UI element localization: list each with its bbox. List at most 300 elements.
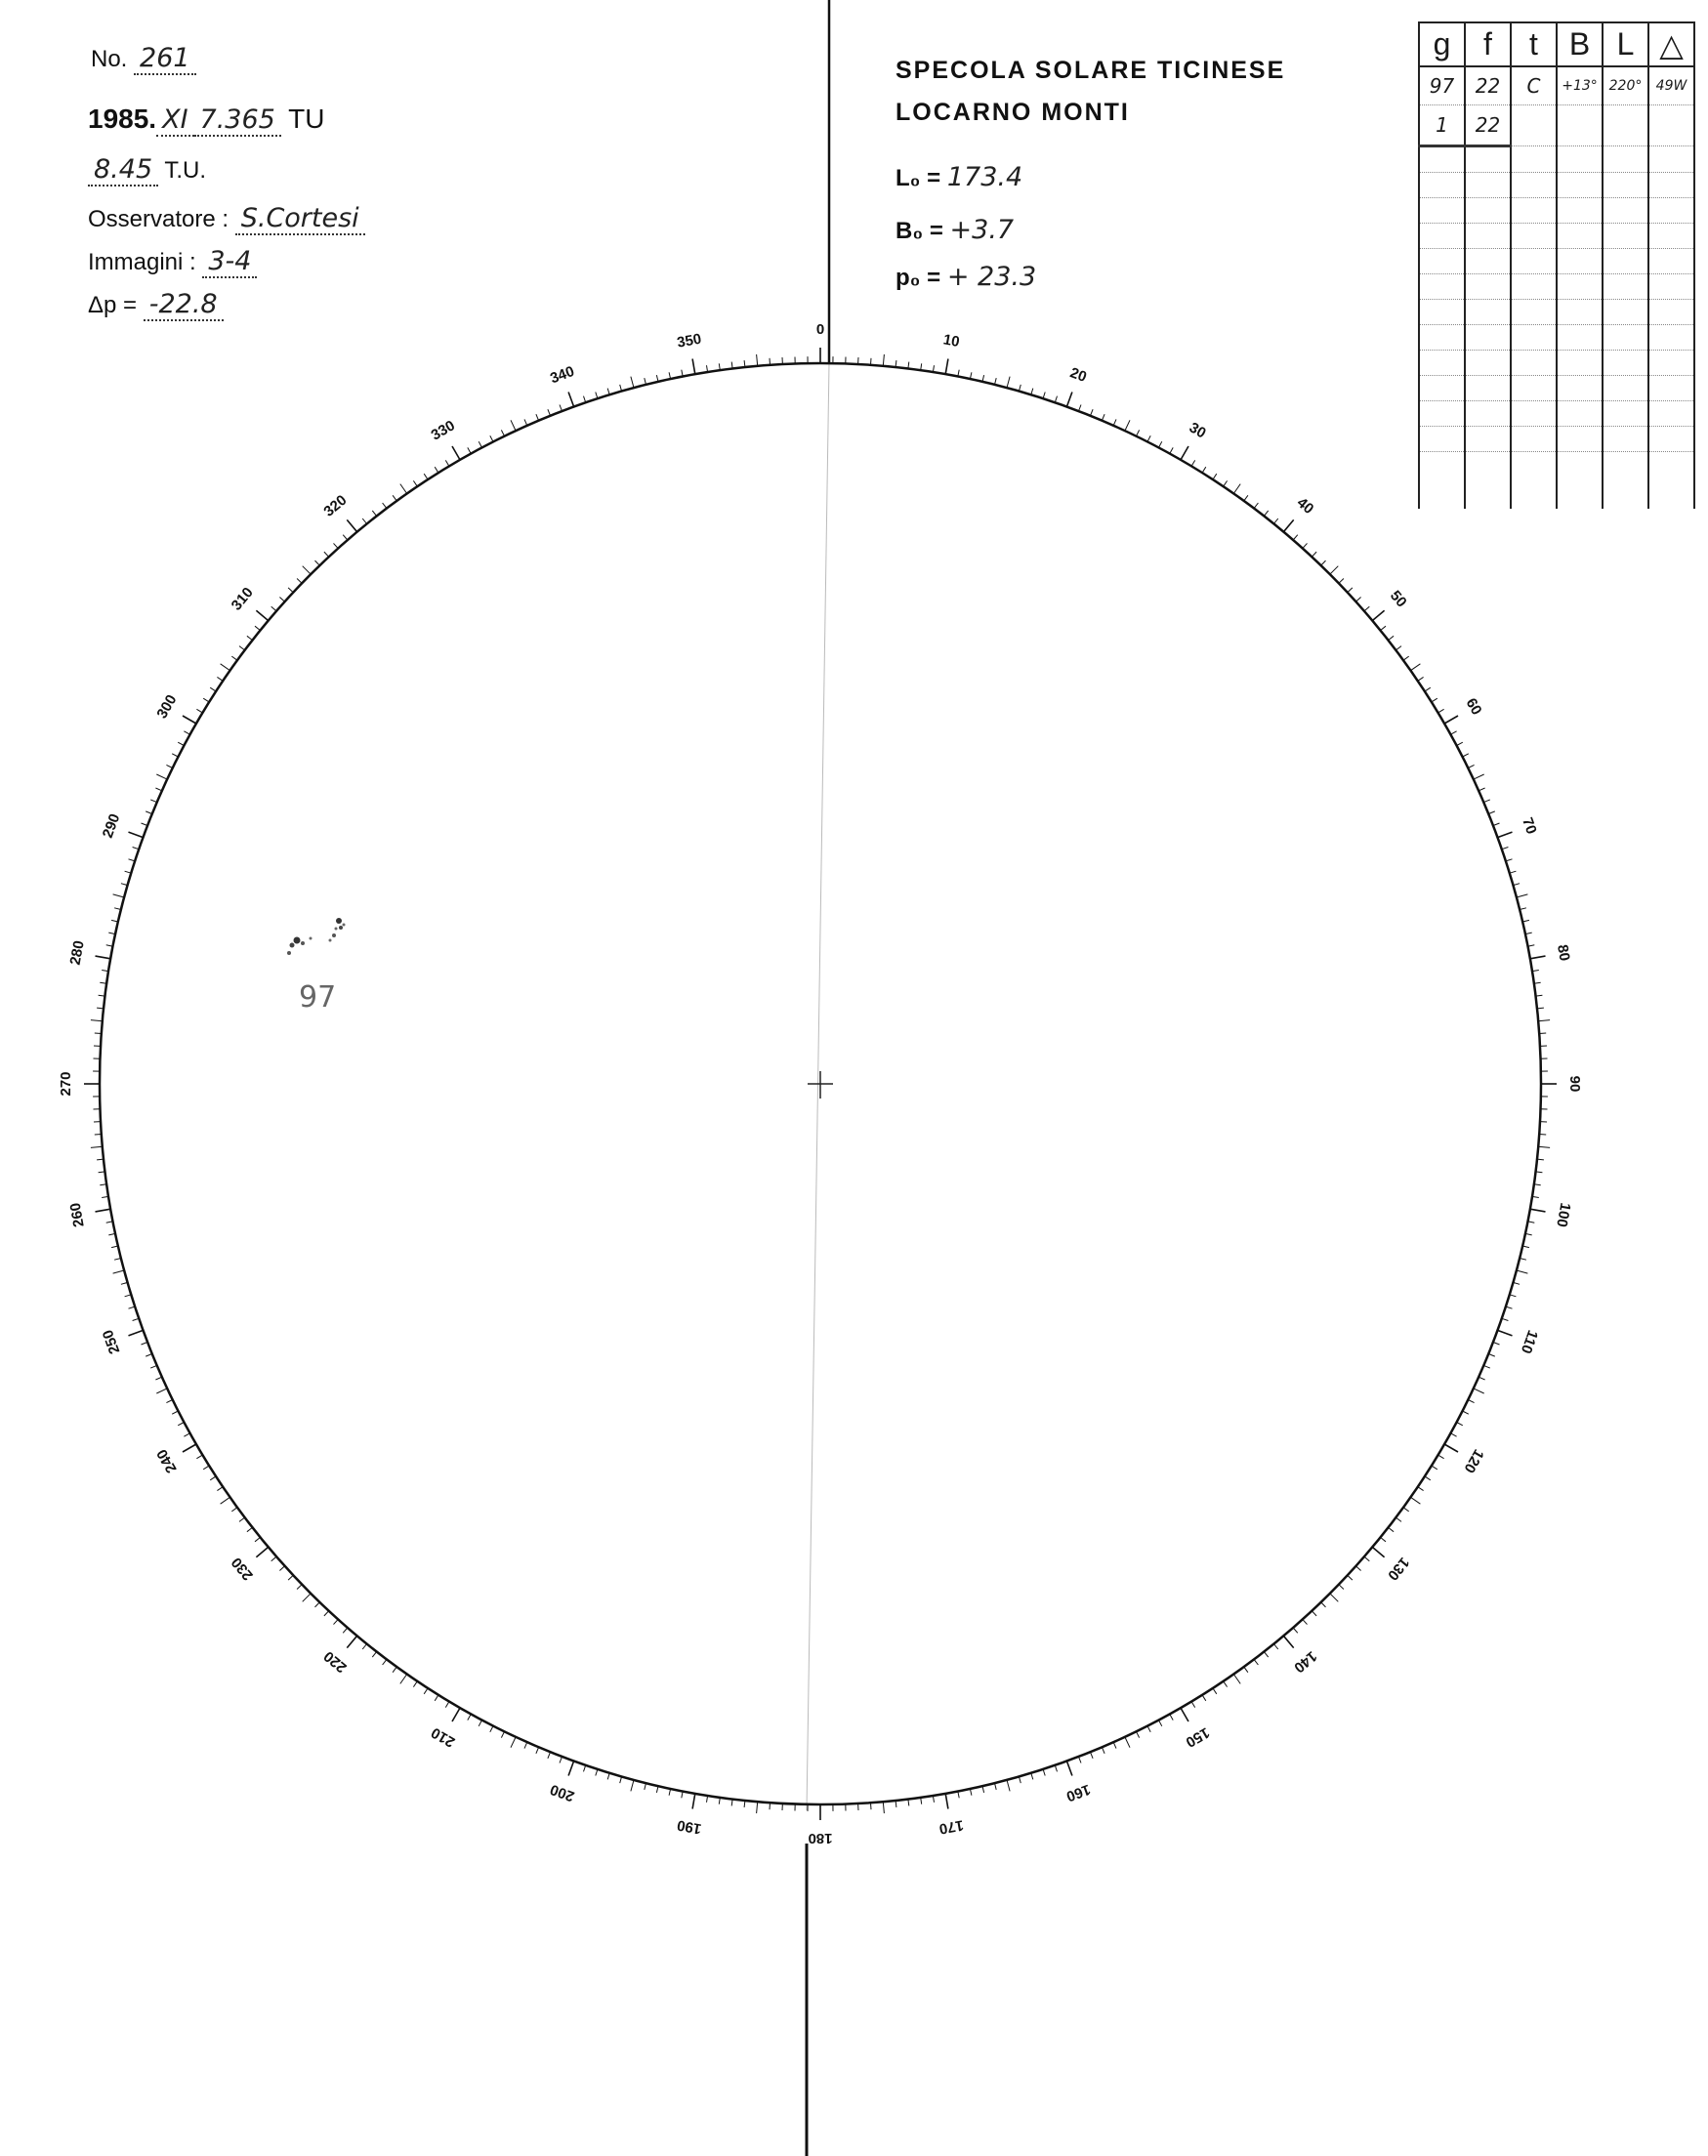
degree-tick <box>142 1343 148 1346</box>
degree-tick <box>1432 698 1437 702</box>
degree-tick <box>536 1747 539 1754</box>
degree-tick <box>183 716 196 724</box>
degree-tick <box>166 765 172 767</box>
degree-tick <box>1372 610 1384 620</box>
b0-label: B₀ = <box>896 218 943 244</box>
degree-tick <box>479 1721 481 1726</box>
degree-label: 210 <box>428 1723 458 1751</box>
degree-tick <box>536 414 539 421</box>
degree-tick <box>217 677 223 681</box>
degree-label: 30 <box>1186 419 1209 442</box>
images-value: 3-4 <box>202 246 257 278</box>
degree-tick <box>1043 1769 1045 1776</box>
degree-tick <box>91 1020 103 1021</box>
degree-tick <box>1432 1466 1437 1470</box>
degree-tick <box>256 1547 268 1556</box>
degree-label: 150 <box>1183 1723 1213 1751</box>
degree-tick <box>210 1476 216 1480</box>
degree-label: 330 <box>428 417 458 444</box>
degree-tick <box>1474 1389 1484 1393</box>
degree-label: 90 <box>1566 1075 1584 1093</box>
degree-tick <box>1079 1757 1082 1763</box>
degree-tick <box>1202 467 1206 473</box>
degree-tick <box>166 1400 172 1403</box>
degree-tick <box>548 1752 551 1759</box>
degree-tick <box>1444 1444 1458 1452</box>
degree-tick <box>692 1794 695 1809</box>
degree-tick <box>1502 1318 1509 1320</box>
degree-label: 340 <box>548 362 577 388</box>
degree-tick <box>413 1681 417 1687</box>
degree-tick <box>445 460 449 466</box>
degree-tick <box>1425 1476 1431 1480</box>
date-day: 7.365 <box>194 104 281 137</box>
degree-tick <box>1372 1547 1384 1556</box>
p0-label: p₀ = <box>896 265 941 291</box>
degree-tick <box>524 1742 527 1748</box>
degree-tick <box>1125 420 1130 431</box>
degree-tick <box>95 1135 102 1136</box>
degree-tick <box>172 754 178 757</box>
l0-label: L₀ = <box>896 165 941 191</box>
degree-tick <box>1364 606 1369 611</box>
col-header-b: B <box>1557 22 1603 66</box>
degree-tick <box>271 1556 276 1561</box>
degree-label: 80 <box>1554 943 1573 963</box>
spot-group-label: 97 <box>299 980 337 1015</box>
degree-tick <box>631 1780 634 1792</box>
degree-label: 40 <box>1293 494 1317 518</box>
degree-tick <box>945 359 948 375</box>
degree-tick <box>435 1695 438 1701</box>
degree-tick <box>452 446 460 460</box>
degree-tick <box>631 377 634 389</box>
degree-tick <box>303 1594 312 1602</box>
degree-tick <box>1043 393 1045 399</box>
degree-tick <box>247 1527 253 1531</box>
table-cell: 220° <box>1603 66 1648 105</box>
degree-tick <box>129 859 136 861</box>
time-value: 8.45 <box>88 154 158 187</box>
degree-tick <box>1389 1527 1395 1531</box>
degree-label: 220 <box>320 1647 351 1677</box>
degree-tick <box>1137 430 1140 435</box>
l0-value: 173.4 <box>946 162 1023 192</box>
sheet-number-label: No. <box>91 46 128 72</box>
degree-tick <box>133 848 140 850</box>
degree-tick <box>584 396 586 403</box>
b0-value: +3.7 <box>949 215 1015 245</box>
degree-tick <box>1438 709 1444 713</box>
degree-tick <box>1488 811 1495 814</box>
degree-tick <box>1213 1688 1217 1694</box>
degree-tick <box>129 1330 144 1336</box>
degree-tick <box>511 1737 516 1748</box>
degree-tick <box>96 1209 111 1212</box>
degree-tick <box>256 610 268 620</box>
degree-tick <box>334 1619 339 1624</box>
degree-tick <box>91 1146 103 1147</box>
date-suffix: TU <box>288 104 325 134</box>
degree-tick <box>1348 1575 1353 1580</box>
degree-tick <box>1463 754 1469 757</box>
degree-tick <box>1312 552 1316 557</box>
degree-tick <box>1479 788 1484 791</box>
observatory-name: SPECOLA SOLARE TICINESE <box>896 57 1286 84</box>
degree-tick <box>1244 1667 1248 1673</box>
degree-tick <box>479 441 481 447</box>
degree-tick <box>217 1487 223 1491</box>
degree-tick <box>1007 1780 1010 1792</box>
degree-tick <box>150 1365 157 1368</box>
degree-tick <box>490 435 493 441</box>
degree-tick <box>1488 1354 1495 1357</box>
degree-tick <box>1244 495 1248 501</box>
center-cross <box>808 1071 833 1099</box>
degree-tick <box>1538 1020 1550 1021</box>
degree-tick <box>1191 1702 1195 1708</box>
degree-tick <box>1147 1726 1150 1732</box>
degree-tick <box>445 1702 449 1708</box>
degree-tick <box>303 566 312 575</box>
degree-tick <box>511 420 516 431</box>
degree-tick <box>1091 1752 1094 1759</box>
degree-tick <box>770 1803 771 1809</box>
degree-tick <box>1510 871 1517 873</box>
degree-tick <box>1451 731 1457 734</box>
degree-tick <box>393 1667 396 1673</box>
degree-tick <box>1224 1681 1228 1687</box>
degree-tick <box>468 1715 471 1721</box>
degree-tick <box>183 1444 196 1452</box>
degree-label: 120 <box>1460 1446 1487 1476</box>
degree-tick <box>501 430 504 435</box>
p0-value: + 23.3 <box>946 262 1037 292</box>
degree-tick <box>383 503 387 509</box>
degree-tick <box>239 1517 245 1521</box>
degree-tick <box>239 646 245 650</box>
degree-tick <box>231 656 237 660</box>
degree-tick <box>1403 1508 1409 1512</box>
degree-tick <box>288 588 293 593</box>
degree-tick <box>184 731 189 734</box>
degree-tick <box>1113 419 1116 425</box>
degree-tick <box>1517 894 1528 897</box>
degree-tick <box>568 393 574 407</box>
sunspot-group-97 <box>287 918 346 955</box>
degree-tick <box>1468 1400 1474 1403</box>
table-cell: 22 <box>1465 66 1511 105</box>
degree-tick <box>196 1455 202 1459</box>
degree-tick <box>1273 518 1277 524</box>
degree-tick <box>221 664 230 671</box>
degree-label: 110 <box>1517 1327 1542 1356</box>
degree-label: 240 <box>153 1446 181 1476</box>
degree-label: 160 <box>1063 1780 1093 1805</box>
degree-tick <box>1457 1423 1463 1426</box>
degree-tick <box>142 823 148 826</box>
degree-tick <box>1293 1628 1298 1633</box>
degree-tick <box>871 358 872 365</box>
degree-tick <box>129 1306 136 1308</box>
degree-tick <box>255 626 261 630</box>
degree-tick <box>1079 405 1082 412</box>
degree-tick <box>1339 579 1344 584</box>
degree-tick <box>1339 1585 1344 1590</box>
degree-tick <box>247 636 253 640</box>
degree-tick <box>1233 484 1240 494</box>
degree-tick <box>155 788 161 791</box>
degree-label: 180 <box>808 1830 833 1847</box>
degree-tick <box>524 419 527 425</box>
degree-tick <box>1031 389 1033 395</box>
degree-tick <box>1506 859 1513 861</box>
degree-tick <box>1007 377 1010 389</box>
degree-tick <box>607 389 609 395</box>
degree-tick <box>172 1411 178 1414</box>
degree-tick <box>1137 1731 1140 1737</box>
degree-tick <box>1170 447 1173 453</box>
degree-tick <box>156 1389 167 1393</box>
degree-tick <box>1125 1737 1130 1748</box>
degree-tick <box>1273 1644 1277 1650</box>
degree-tick <box>1348 588 1353 593</box>
degree-tick <box>279 1566 284 1571</box>
sheet-number-value: 261 <box>134 43 196 75</box>
degree-tick <box>1159 441 1162 447</box>
degree-label: 300 <box>153 691 181 722</box>
degree-tick <box>184 1433 189 1436</box>
degree-tick <box>1330 566 1339 575</box>
degree-tick <box>178 742 184 745</box>
degree-tick <box>1055 396 1057 403</box>
degree-tick <box>435 467 438 473</box>
degree-tick <box>1254 1659 1258 1665</box>
degree-tick <box>1091 409 1094 416</box>
degree-tick <box>203 1466 209 1470</box>
degree-tick <box>560 1757 562 1763</box>
table-cell: 49W <box>1648 66 1694 105</box>
degree-tick <box>1457 742 1463 745</box>
degree-tick <box>1303 1619 1308 1624</box>
degree-tick <box>568 1762 574 1776</box>
degree-label: 260 <box>66 1201 88 1228</box>
degree-tick <box>96 956 111 959</box>
degree-tick <box>125 871 132 873</box>
degree-tick <box>883 354 884 366</box>
degree-tick <box>1233 1675 1240 1684</box>
degree-label: 70 <box>1519 815 1540 837</box>
images-label: Immagini : <box>88 249 196 275</box>
degree-tick <box>692 359 695 375</box>
degree-tick <box>210 687 216 691</box>
degree-tick <box>221 1497 230 1504</box>
degree-tick <box>1102 414 1104 421</box>
degree-tick <box>1539 1135 1546 1136</box>
degree-tick <box>155 1377 161 1380</box>
degree-tick <box>1055 1765 1057 1772</box>
col-header-l: L <box>1603 22 1648 66</box>
degree-tick <box>424 474 428 479</box>
degree-tick <box>1538 1146 1550 1147</box>
degree-label: 270 <box>57 1071 74 1097</box>
degree-tick <box>1191 460 1195 466</box>
degree-tick <box>1502 848 1509 850</box>
degree-tick <box>324 552 329 557</box>
table-cell: 22 <box>1465 105 1511 146</box>
degree-tick <box>343 1628 348 1633</box>
degree-label: 10 <box>941 331 961 351</box>
degree-tick <box>150 800 157 803</box>
degree-tick <box>1330 1594 1339 1602</box>
degree-tick <box>1396 646 1401 650</box>
degree-tick <box>1293 535 1298 540</box>
degree-tick <box>1066 393 1072 407</box>
delta-p-value: -22.8 <box>144 289 224 321</box>
degree-tick <box>400 1675 407 1684</box>
degree-tick <box>1418 1487 1424 1491</box>
degree-tick <box>424 1688 428 1694</box>
degree-tick <box>1381 1537 1387 1541</box>
col-header-g: g <box>1419 22 1465 66</box>
degree-tick <box>129 832 144 838</box>
degree-tick <box>1355 1566 1360 1571</box>
degree-tick <box>343 535 348 540</box>
degree-tick <box>1170 1715 1173 1721</box>
degree-tick <box>1364 1556 1369 1561</box>
degree-tick <box>1031 1773 1033 1780</box>
degree-tick <box>146 1354 152 1357</box>
degree-tick <box>1159 1721 1162 1726</box>
degree-tick <box>490 1726 493 1732</box>
degree-tick <box>1483 800 1490 803</box>
degree-tick <box>1510 1295 1517 1297</box>
degree-tick <box>133 1318 140 1320</box>
table-cell: +13° <box>1557 66 1603 105</box>
degree-tick <box>255 1537 261 1541</box>
degree-tick <box>1451 1433 1457 1436</box>
degree-label: 50 <box>1386 587 1410 611</box>
degree-tick <box>1438 1455 1444 1459</box>
observatory-location: LOCARNO MONTI <box>896 99 1130 126</box>
degree-tick <box>1355 598 1360 602</box>
degree-tick <box>607 1773 609 1780</box>
degree-label: 310 <box>228 584 257 614</box>
degree-tick <box>1102 1747 1104 1754</box>
degree-label: 230 <box>228 1554 257 1584</box>
degree-tick <box>1381 626 1387 630</box>
degree-tick <box>1113 1742 1116 1748</box>
degree-label: 290 <box>99 811 124 841</box>
degree-tick <box>501 1731 504 1737</box>
degree-tick <box>1418 677 1424 681</box>
degree-tick <box>1283 1636 1293 1647</box>
degree-tick <box>1493 823 1500 826</box>
degree-tick <box>156 774 167 779</box>
degree-label: 190 <box>676 1816 703 1838</box>
degree-tick <box>1283 519 1293 531</box>
degree-tick <box>871 1803 872 1809</box>
degree-tick <box>1474 774 1484 779</box>
central-meridian-line <box>807 363 829 1810</box>
degree-tick <box>1303 543 1308 548</box>
degree-tick <box>1264 1652 1268 1658</box>
degree-tick <box>1493 1343 1500 1346</box>
degree-tick <box>1425 687 1431 691</box>
degree-tick <box>347 1636 356 1647</box>
degree-tick <box>334 543 339 548</box>
degree-label: 60 <box>1462 695 1485 719</box>
degree-tick <box>146 811 152 814</box>
degree-tick <box>1389 636 1395 640</box>
degree-tick <box>1181 1708 1188 1721</box>
date-prefix: 1985. <box>88 104 157 134</box>
degree-tick <box>548 409 551 416</box>
degree-tick <box>95 1033 102 1034</box>
degree-tick <box>1483 1365 1490 1368</box>
degree-tick <box>1498 1330 1513 1336</box>
degree-tick <box>1506 1306 1513 1308</box>
degree-label: 280 <box>66 939 88 967</box>
degree-label: 320 <box>320 491 351 520</box>
degree-tick <box>1444 716 1458 724</box>
degree-tick <box>468 447 471 453</box>
delta-p-label: Δp = <box>88 292 138 318</box>
degree-tick <box>883 1802 884 1813</box>
degree-label: 200 <box>548 1780 577 1805</box>
degree-tick <box>383 1659 387 1665</box>
degree-tick <box>231 1508 237 1512</box>
col-header-t: t <box>1511 22 1557 66</box>
degree-tick <box>1468 765 1474 767</box>
degree-tick <box>596 393 598 399</box>
col-header-delta: △ <box>1648 22 1694 66</box>
degree-tick <box>1264 511 1268 517</box>
time-suffix: T.U. <box>164 157 207 184</box>
degree-tick <box>945 1794 948 1809</box>
degree-tick <box>362 1644 366 1650</box>
degree-tick <box>347 519 356 531</box>
degree-tick <box>297 1585 302 1590</box>
degree-tick <box>1213 474 1217 479</box>
degree-tick <box>757 354 758 366</box>
date-month: XI <box>156 104 193 137</box>
degree-tick <box>288 1575 293 1580</box>
degree-tick <box>113 894 125 897</box>
col-header-f: f <box>1465 22 1511 66</box>
degree-tick <box>770 358 771 365</box>
degree-tick <box>372 511 376 517</box>
degree-tick <box>1539 1033 1546 1034</box>
degree-tick <box>196 709 202 713</box>
degree-tick <box>757 1802 758 1813</box>
degree-tick <box>125 1295 132 1297</box>
degree-tick <box>362 518 366 524</box>
degree-tick <box>297 579 302 584</box>
degree-tick <box>1224 480 1228 486</box>
degree-tick <box>178 1423 184 1426</box>
degree-label: 250 <box>99 1327 124 1356</box>
degree-tick <box>1530 1209 1546 1212</box>
table-cell: 1 <box>1419 105 1465 146</box>
degree-tick <box>372 1652 376 1658</box>
degree-tick <box>596 1769 598 1776</box>
degree-tick <box>1463 1411 1469 1414</box>
degree-tick <box>1147 435 1150 441</box>
degree-tick <box>279 598 284 602</box>
degree-tick <box>400 484 407 494</box>
degree-label: 20 <box>1067 364 1089 386</box>
